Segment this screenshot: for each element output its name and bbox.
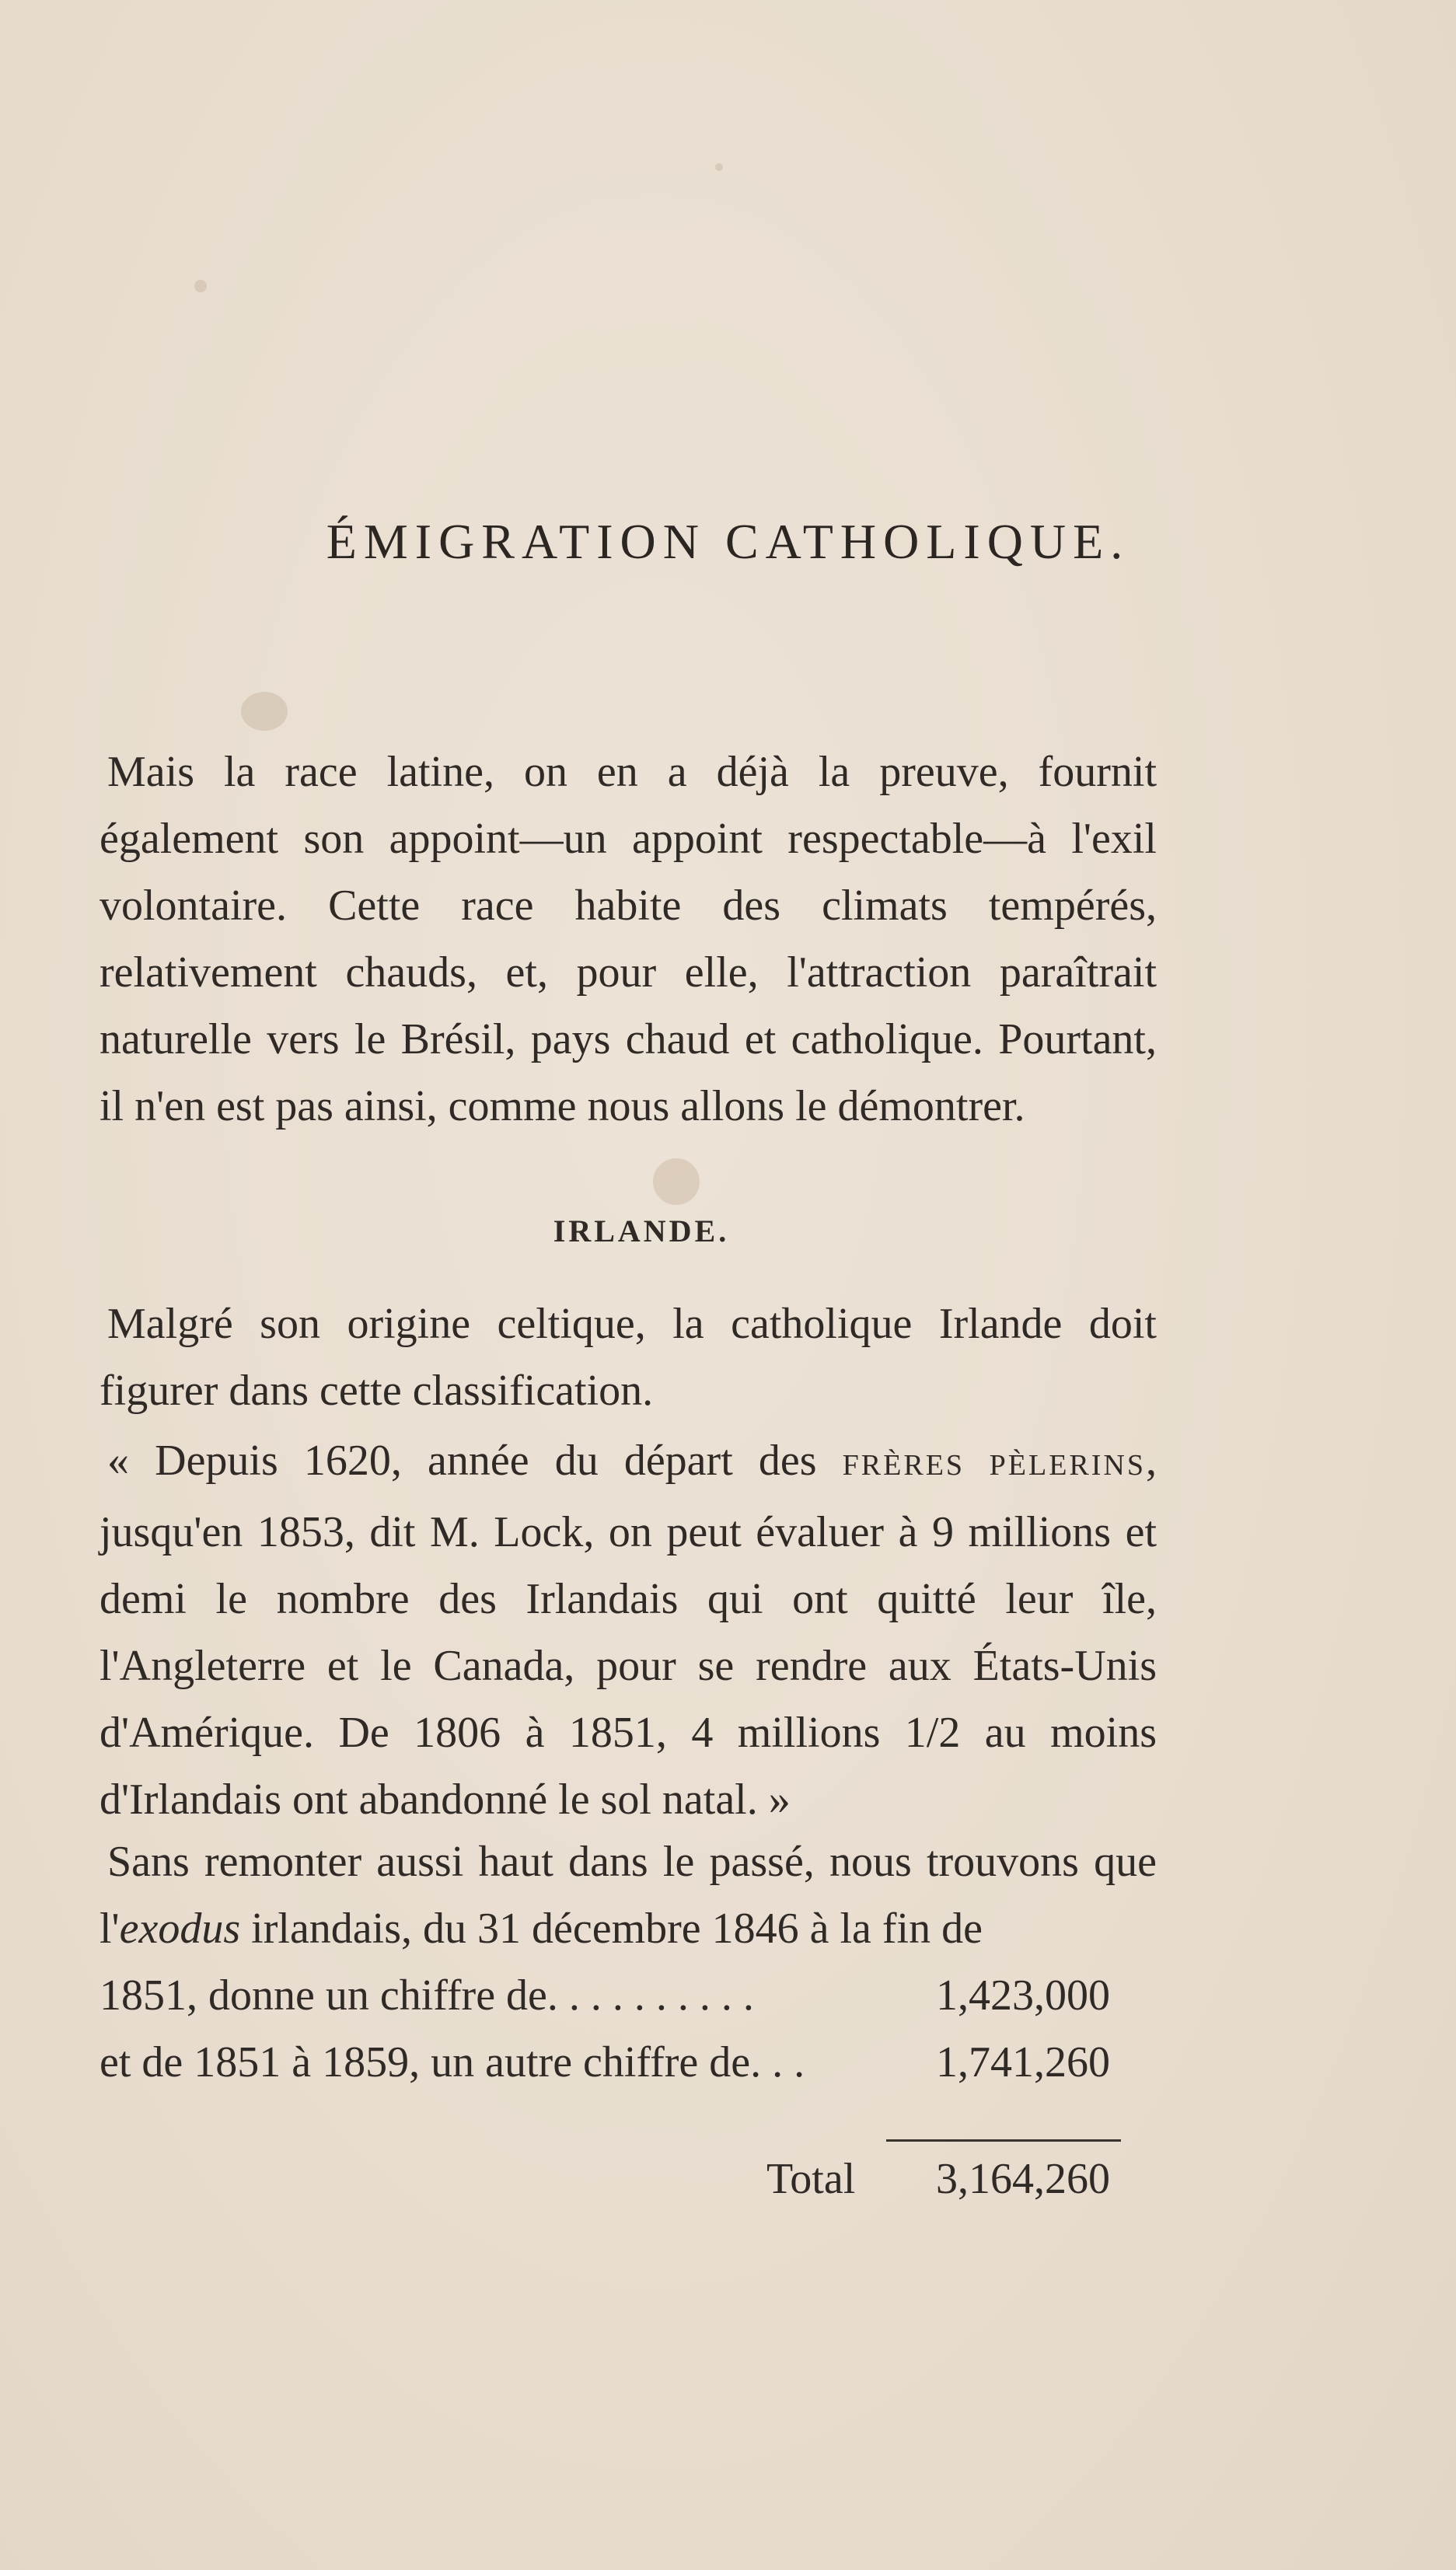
paper-stain [241,692,288,731]
paragraph-origin-text: Malgré son origine celtique, la catholique Irlande doit figurer dans cette classification. [100,1300,1157,1415]
exodus-italic: exodus [119,1905,241,1953]
total-value: 3,164,260 [936,2155,1110,2203]
row-label: et de 1851 à 1859, un autre chiffre de. . . [100,2038,805,2086]
table-row [100,2029,1110,2096]
exodus-text-start: Sans remonter aussi haut dans le passé, nous trouvons que l' [100,1838,1157,1953]
paragraph-exodus [100,1828,1157,1962]
paragraph-quote [100,1427,1157,1833]
row-value: 1,741,260 [936,2038,1110,2086]
quote-text-end: , jusqu'en 1853, dit M. Lock, on peut évaluer à 9 millions et demi le nombre des Irlandais qui ont quitté leur île, l'Angleterre et le Canada, pour se rendre aux États-Unis d'Amérique. De 1806 à 1851, 4 millions 1/2 au moins d'Irlandais ont abandonné le sol natal. » [100,1437,1157,1824]
row-label: 1851, donne un chiffre de. . . . . . . . . . [100,1971,754,2020]
page-title: ÉMIGRATION CATHOLIQUE. [326,514,1130,569]
intro-paragraph: Mais la race latine, on en a déjà la preuve, fournit également son appoint—un appoint respectable—à l'exil volontaire. Cette race habite des climats tempérés, relativement chauds, et, pour elle, l'attraction paraîtrait naturelle vers le Brésil, pays chaud et catholique. Pourtant, il n'en est pas ainsi, comme nous allons le démontrer. [100,748,1157,1130]
quote-smallcaps: FRÈRES PÈLERINS [842,1449,1147,1482]
paragraph-origin [100,1290,1157,1424]
paper-stain [715,163,723,171]
row-value: 1,423,000 [936,1971,1110,2020]
section-heading: IRLANDE. [553,1213,730,1248]
table-row [100,1962,1110,2029]
total-row [700,2146,1110,2212]
paper-stain [653,1158,700,1205]
total-rule [886,2139,1121,2142]
total-label: Total [766,2155,856,2203]
quote-text-start: « Depuis 1620, année du départ des [107,1437,843,1485]
paper-stain [194,280,207,292]
exodus-text-end: irlandais, du 31 décembre 1846 à la fin de [240,1905,983,1953]
